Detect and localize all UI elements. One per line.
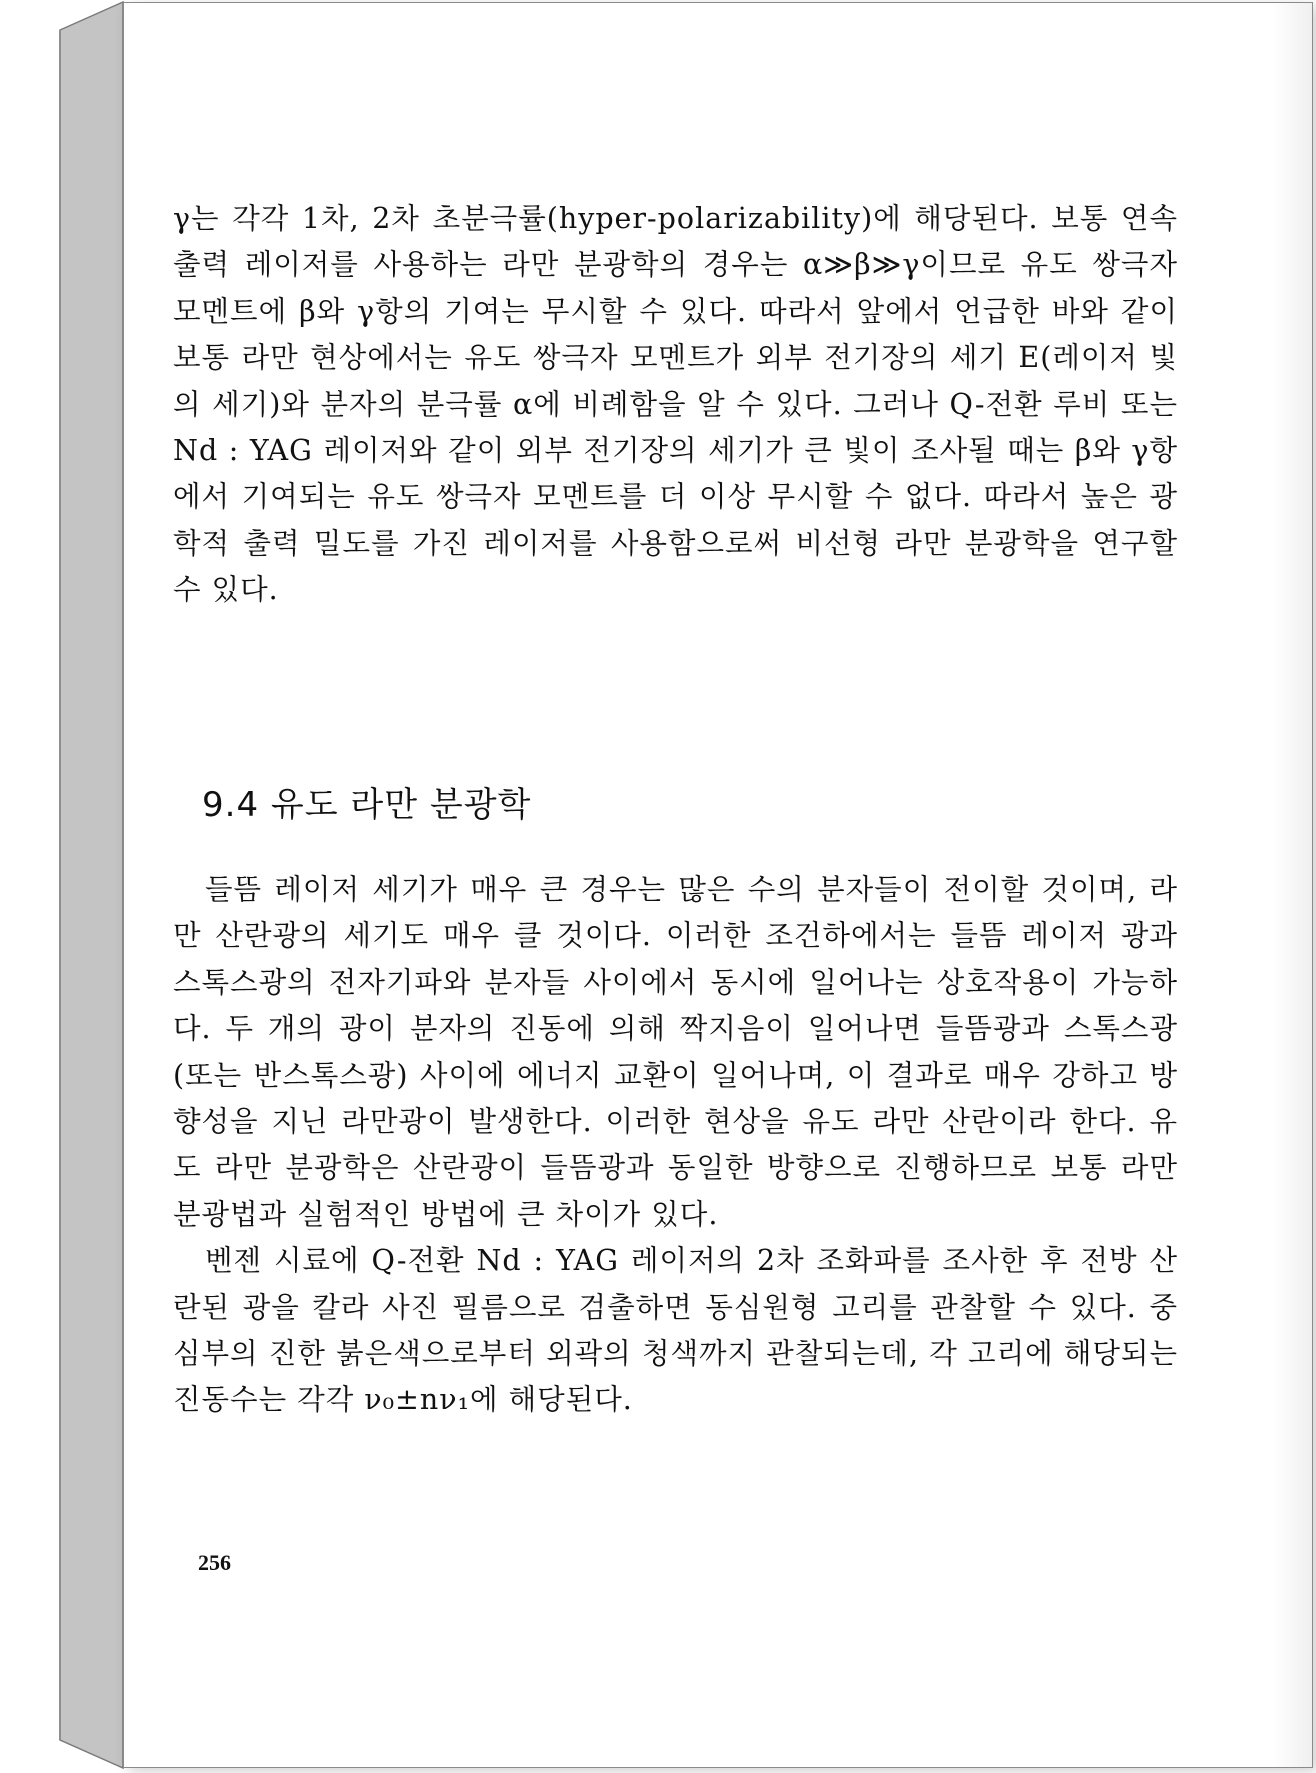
body-paragraph-benzene-experiment: 벤젠 시료에 Q-전환 Nd : YAG 레이저의 2차 조화파를 조사한 후 전방 산란된 광을 칼라 사진 필름으로 검출하면 동심원형 고리를 관찰할 수 있다. 중심부의 진한 붉은색으로부터 외곽의 청색까지 관찰되는데, 각 고리에 해당되는 진동수는 각각 ν₀±nν₁에 해당된다.	[173, 1244, 1178, 1417]
section-body	[173, 867, 1178, 1424]
section-heading: 9.4 유도 라만 분광학	[202, 785, 532, 825]
body-paragraph-stimulated-raman: 들뜸 레이저 세기가 매우 큰 경우는 많은 수의 분자들이 전이할 것이며, 라만 산란광의 세기도 매우 클 것이다. 이러한 조건하에서는 들뜸 레이저 광과 스톡스광의 전자기파와 분자들 사이에서 동시에 일어나는 상호작용이 가능하다. 두 개의 광이 분자의 진동에 의해 짝지음이 일어나면 들뜸광과 스톡스광(또는 반스톡스광) 사이에 에너지 교환이 일어나며, 이 결과로 매우 강하고 방향성을 지닌 라만광이 발생한다. 이러한 현상을 유도 라만 산란이라 한다. 유도 라만 분광학은 산란광이 들뜸광과 동일한 방향으로 진행하므로 보통 라만 분광법과 실험적인 방법에 큰 차이가 있다.	[173, 873, 1178, 1231]
page-number: 256	[198, 1550, 231, 1575]
body-paragraph-intro	[173, 196, 1178, 614]
book-spine	[0, 0, 130, 1773]
paragraph-text: γ는 각각 1차, 2차 초분극률(hyper-polarizability)에 해당된다. 보통 연속 출력 레이저를 사용하는 라만 분광학의 경우는 α≫β≫γ이므로 유도 쌍극자 모멘트에 β와 γ항의 기여는 무시할 수 있다. 따라서 앞에서 언급한 바와 같이 보통 라만 현상에서는 유도 쌍극자 모멘트가 외부 전기장의 세기 E(레이저 빛의 세기)와 분자의 분극률 α에 비례함을 알 수 있다. 그러나 Q-전환 루비 또는 Nd : YAG 레이저와 같이 외부 전기장의 세기가 큰 빛이 조사될 때는 β와 γ항에서 기여되는 유도 쌍극자 모멘트를 더 이상 무시할 수 없다. 따라서 높은 광학적 출력 밀도를 가진 레이저를 사용함으로써 비선형 라만 분광학을 연구할 수 있다.	[173, 202, 1178, 607]
page-edge-shadow	[1272, 3, 1312, 1767]
